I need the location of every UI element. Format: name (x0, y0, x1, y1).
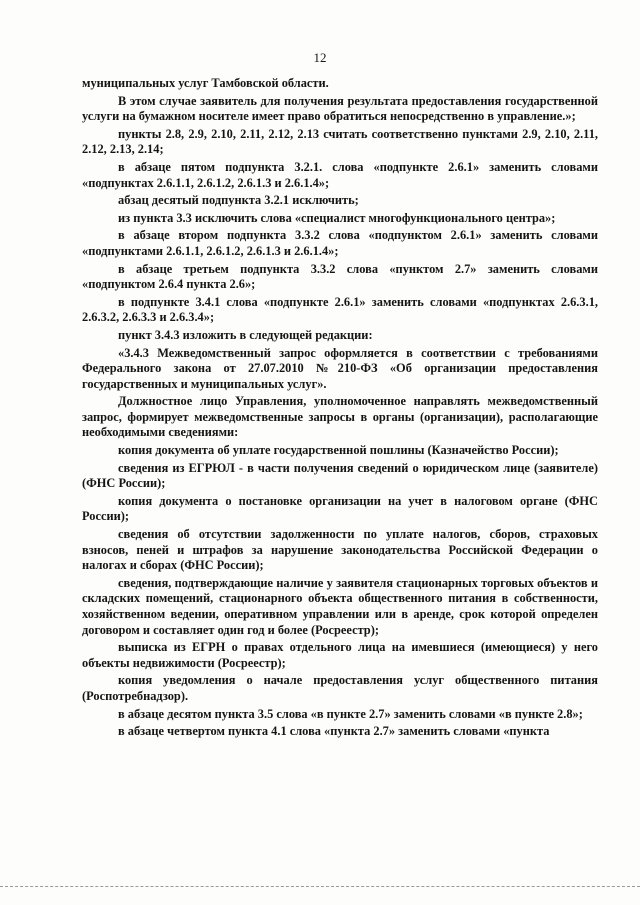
paragraph: в абзаце десятом пункта 3.5 слова «в пункте 2.7» заменить словами «в пункте 2.8»; (118, 706, 583, 721)
paragraph: сведения, подтверждающие наличие у заявителя стационарных торговых объектов и складских помещений, стационарного объекта общественного питания в собственности, хозяйственном ведении, оперативном управлении или в аренде, срок которой определен договором и составляет один год и более (Росреестр); (82, 575, 598, 637)
scan-edge-line (0, 886, 640, 887)
paragraph: Должностное лицо Управления, уполномоченное направлять межведомственный запрос, формирует межведомственные запросы в органы (организации), располагающие необходимыми сведениями: (82, 394, 598, 440)
paragraph: копия уведомления о начале предоставления услуг общественного питания (Роспотребнадзор). (82, 673, 598, 703)
paragraph: «3.4.3 Межведомственный запрос оформляется в соответствии с требованиями Федерального закона от 27.07.2010 №210-ФЗ «Об организации предоставления государственных и муниципальных услуг». (82, 345, 598, 391)
paragraph: в абзаце втором подпункта 3.3.2 слова «подпунктом 2.6.1» заменить словами «подпунктами 2.6.1.1, 2.6.1.2, 2.6.1.3 и 2.6.1.4»; (82, 228, 598, 258)
paragraph: из пункта 3.3 исключить слова «специалист многофункционального центра»; (118, 210, 556, 225)
paragraph: в подпункте 3.4.1 слова «подпункте 2.6.1» заменить словами «подпунктах 2.6.3.1, 2.6.3.2, 2.6.3.3 и 2.6.3.4»; (82, 294, 598, 325)
paragraph: в абзаце пятом подпункта 3.2.1. слова «подпункте 2.6.1» заменить словами «подпунктах 2.6.1.1, 2.6.1.2, 2.6.1.3 и 2.6.1.4»; (82, 159, 598, 190)
paragraph: В этом случае заявитель для получения результата предоставления государственной услуги на бумажном носителе имеет право обратиться непосредственно в управление.»; (82, 93, 598, 124)
paragraph: сведения об отсутствии задолженности по уплате налогов, сборов, страховых взносов, пеней и штрафов за нарушение законодательства Российской Федерации о налогах и сборах (ФНС России); (82, 527, 598, 573)
paragraph: муниципальных услуг Тамбовской области. (82, 76, 329, 90)
paragraph: в абзаце третьем подпункта 3.3.2 слова «пунктом 2.7» заменить словами «подпунктом 2.6.4 пункта 2.6»; (82, 261, 598, 292)
paragraph: абзац десятый подпункта 3.2.1 исключить; (118, 193, 359, 208)
paragraph: копия документа о постановке организации на учет в налоговом органе (ФНС России); (82, 493, 598, 524)
paragraph: выписка из ЕГРН о правах отдельного лица на имевшиеся (имеющиеся) у него объекты недвижимости (Росреестр); (82, 640, 598, 670)
paragraph: пункты 2.8, 2.9, 2.10, 2.11, 2.12, 2.13 считать соответственно пунктами 2.9, 2.10, 2.11, 2.12, 2.13, 2.14; (82, 126, 598, 157)
paragraph: копия документа об уплате государственной пошлины (Казначейство России); (118, 443, 559, 458)
paragraph: в абзаце четвертом пункта 4.1 слова «пункта 2.7» заменить словами «пункта (118, 724, 550, 739)
document-body (82, 76, 598, 742)
paragraph: пункт 3.4.3 изложить в следующей редакции: (118, 327, 373, 342)
page-number: 12 (313, 50, 327, 65)
paragraph: сведения из ЕГРЮЛ - в части получения сведений о юридическом лице (заявителе) (ФНС России); (82, 460, 598, 491)
